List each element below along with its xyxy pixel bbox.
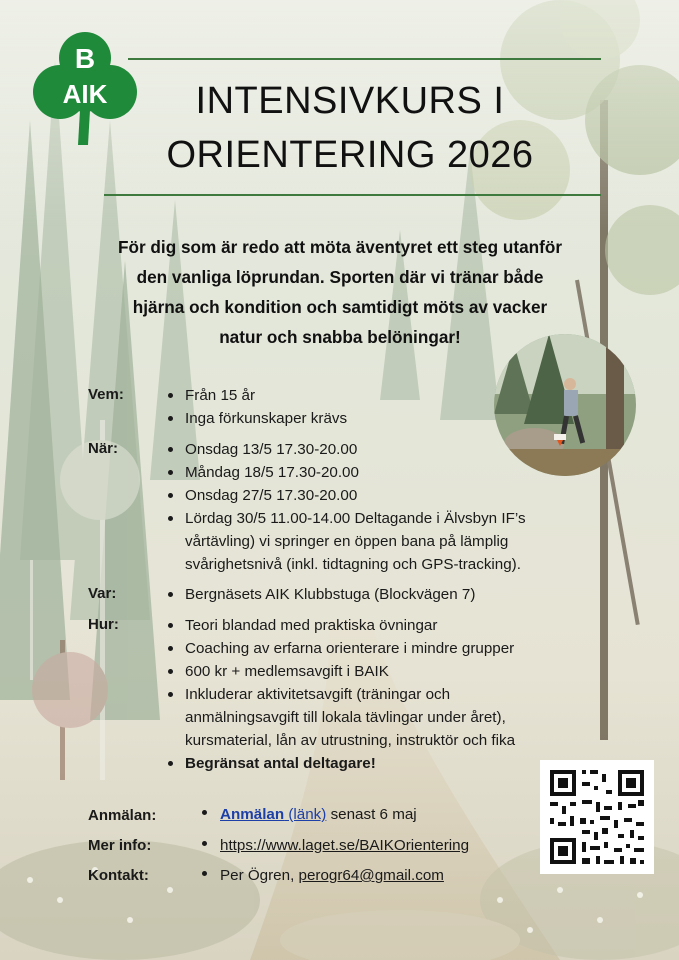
list-item: Bergnäsets AIK Klubbstuga (Blockvägen 7) [166,583,475,606]
kontakt-name: Per Ögren, [220,867,299,884]
title-rule-bottom [104,194,601,196]
kontakt-email-link[interactable]: perogr64@gmail.com [298,867,444,884]
list-item: Inga förkunskaper krävs [166,407,347,430]
list-item: Från 15 år [166,384,347,407]
bullet [202,810,207,815]
list-item: Coaching av erfarna orienterare i mindre grupper [166,637,515,660]
intro-line: natur och snabba belöningar! [219,327,461,347]
list-vem [166,384,347,430]
merinfo-url-link[interactable]: https://www.laget.se/BAIKOrientering [220,837,470,854]
qr-code[interactable] [540,760,654,874]
kontakt-line [202,867,444,884]
logo-letters-aik: AIK [62,79,108,109]
label-var: Var: [88,585,117,602]
list-item: Måndag 18/5 17.30-20.00 [166,461,526,484]
merinfo-line [202,837,469,854]
label-anmalan: Anmälan: [88,807,157,824]
label-merinfo: Mer info: [88,837,152,854]
anmalan-link-suffix[interactable]: (länk) [284,806,327,823]
intro-line: hjärna och kondition och samtidigt möts av vacker [132,297,548,317]
list-nar [166,438,526,576]
title-line-1: INTENSIVKURS I [195,80,505,122]
list-var [166,583,475,606]
title-rule-top [128,58,601,60]
intro-line: För dig som är redo att möta äventyret ett steg utanför [117,237,563,257]
list-hur [166,614,515,775]
anmalan-line [202,806,417,823]
anmalan-link[interactable]: Anmälan [220,806,285,823]
list-item: 600 kr + medlemsavgift i BAIK [166,660,515,683]
logo-letter-b: B [74,43,96,74]
label-nar: När: [88,440,119,457]
intro-line: den vanliga löprundan. Sporten där vi tränar både [136,267,544,287]
list-item-continuation: kursmaterial, lån av utrustning, instruktör och fika [185,732,516,749]
anmalan-deadline: senast 6 maj [326,806,417,823]
list-item-limited: Begränsat antal deltagare! [166,752,515,775]
label-hur: Hur: [88,616,119,633]
bullet [202,841,207,846]
list-item: Teori blandad med praktiska övningar [166,614,515,637]
title-line-2: ORIENTERING 2026 [166,134,534,176]
list-item: Onsdag 27/5 17.30-20.00 [166,484,526,507]
bullet [202,871,207,876]
list-item-continuation: anmälningsavgift till lokala tävlingar under året), [185,709,506,726]
list-item: Inkluderar aktivitetsavgift (träningar och [166,683,515,706]
list-item-continuation: vårtävling) vi springer en öppen bana på lämplig [185,533,509,550]
list-item: Onsdag 13/5 17.30-20.00 [166,438,526,461]
label-vem: Vem: [88,386,124,403]
list-item: Lördag 30/5 11.00-14.00 Deltagande i Älvsbyn IF’s [166,507,526,530]
intro-text [70,232,610,352]
label-kontakt: Kontakt: [88,867,149,884]
list-item-continuation: svårighetsnivå (inkl. tidtagning och GPS-tracking). [185,556,521,573]
